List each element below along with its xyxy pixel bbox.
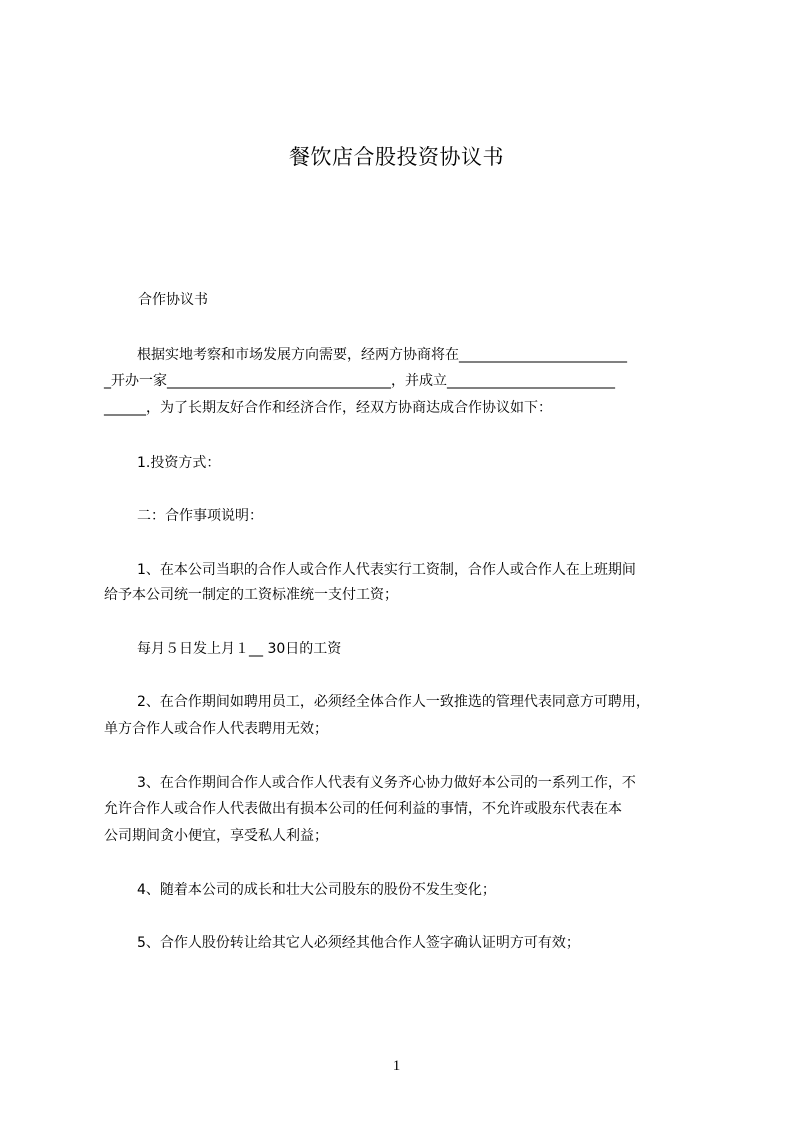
item-3-line-3: 公司期间贪小便宜，享受私人利益； [104,828,328,844]
item-2-line-1: 2、在合作期间如聘用员工，必须经全体合作人一致推选的管理代表同意方可聘用， [137,694,650,710]
item-1-line-2: 给予本公司统一制定的工资标准统一支付工资； [104,587,398,603]
item-3-line-1: 3、在合作期间合作人或合作人代表有义务齐心协力做好本公司的一系列工作，不 [137,775,636,791]
document-title: 餐饮店合股投资协议书 [289,145,504,169]
item-3-line-2: 允许合作人或合作人代表做出有损本公司的任何利益的事情，不允许或股东代表在本 [104,801,622,817]
page-number: 1 [392,1058,401,1074]
intro-line-3: ______，为了长期友好合作和经济合作，经双方协商达成合作协议如下： [104,400,552,416]
item-2-line-2: 单方合作人或合作人代表聘用无效； [104,721,328,737]
section-investment-method: 1.投资方式： [137,455,221,471]
subtitle: 合作协议书 [138,292,208,308]
intro-line-1: 根据实地考察和市场发展方向需要，经两方协商将在________________________ [137,347,627,363]
item-1-line-1: 1、在本公司当职的合作人或合作人代表实行工资制，合作人或合作人在上班期间 [137,562,636,578]
item-4: 4、随着本公司的成长和壮大公司股东的股份不发生变化； [137,882,496,898]
section-cooperation-items: 二：合作事项说明： [137,508,263,524]
item-5: 5、合作人股份转让给其它人必须经其他合作人签字确认证明方可有效； [137,935,580,951]
pay-note: 每月５日发上月１__ 30日的工资 [137,641,342,657]
intro-line-2: _开办一家________________________________，并成立________________________ [104,373,615,389]
